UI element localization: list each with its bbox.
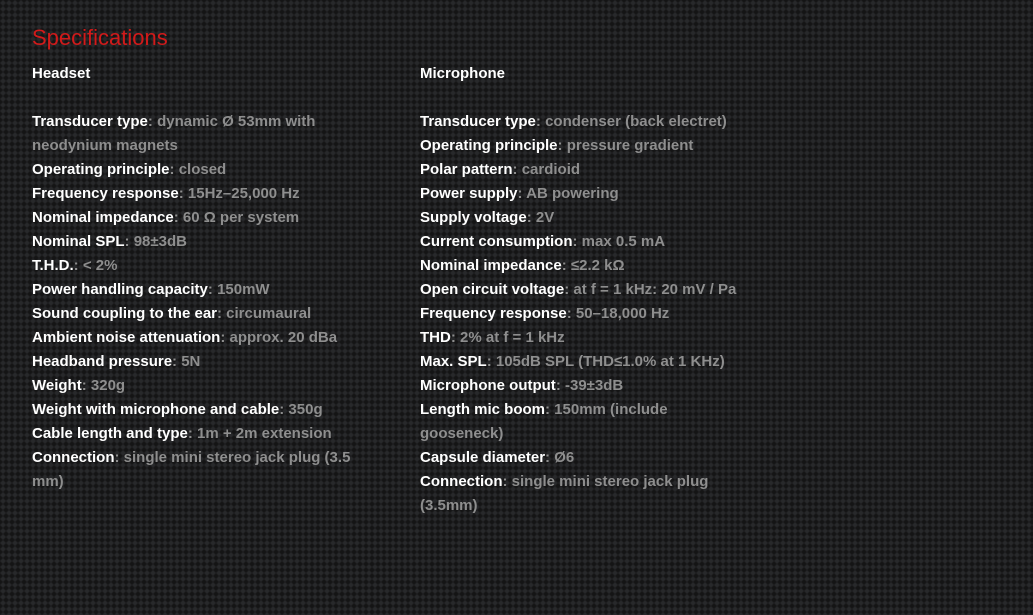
spec-value: closed	[178, 161, 227, 178]
spec-item: Nominal SPL: 98±3dB	[32, 233, 187, 250]
spec-value: 350g	[288, 401, 323, 418]
spec-label: Nominal impedance	[420, 257, 562, 274]
spec-value: AB powering	[526, 185, 619, 202]
microphone-specs-column	[420, 62, 755, 518]
spec-label: Current consumption	[420, 233, 573, 250]
spec-value: 150mm (include gooseneck)	[420, 401, 668, 442]
spec-value: pressure gradient	[566, 137, 694, 154]
spec-item: Supply voltage: 2V	[420, 209, 555, 226]
spec-item: Transducer type: dynamic Ø 53mm with neodynium magnets	[32, 113, 316, 154]
headset-specs-column	[32, 62, 367, 494]
spec-item: Power handling capacity: 150mW	[32, 281, 270, 298]
spec-label: Weight with microphone and cable	[32, 401, 280, 418]
spec-label: Nominal impedance	[32, 209, 174, 226]
spec-value: 105dB SPL (THD≤1.0% at 1 KHz)	[495, 353, 725, 370]
spec-label: T.H.D.	[32, 257, 74, 274]
spec-value: 1m + 2m extension	[197, 425, 332, 442]
spec-item: THD: 2% at f = 1 kHz	[420, 329, 565, 346]
spec-value: single mini stereo jack plug (3.5mm)	[420, 473, 709, 514]
spec-label: Power supply	[420, 185, 518, 202]
spec-item: Capsule diameter: Ø6	[420, 449, 575, 466]
spec-label: Max. SPL	[420, 353, 487, 370]
spec-item: Connection: single mini stereo jack plug (3.5mm)	[420, 473, 709, 514]
spec-label: Connection	[32, 449, 115, 466]
spec-value: at f = 1 kHz: 20 mV / Pa	[573, 281, 737, 298]
spacer	[420, 86, 755, 110]
spec-item: Transducer type: condenser (back electret)	[420, 113, 727, 130]
page-title: Specifications	[32, 25, 168, 50]
spec-label: Connection	[420, 473, 503, 490]
spec-label: Operating principle	[32, 161, 170, 178]
spec-value: 98±3dB	[133, 233, 187, 250]
spec-label: Length mic boom	[420, 401, 545, 418]
spec-value: Ø6	[554, 449, 575, 466]
spec-value: 320g	[90, 377, 126, 394]
spec-label: Microphone output	[420, 377, 556, 394]
spec-label: Cable length and type	[32, 425, 188, 442]
spec-value: single mini stereo jack plug (3.5 mm)	[32, 449, 351, 490]
spec-item: Nominal impedance: ≤2.2 kΩ	[420, 257, 625, 274]
spec-label: Supply voltage	[420, 209, 527, 226]
spec-value: 2V	[535, 209, 555, 226]
headset-heading: Headset	[32, 65, 91, 82]
spec-label: Transducer type	[420, 113, 536, 130]
spec-value: 50–18,000 Hz	[575, 305, 670, 322]
spec-label: Transducer type	[32, 113, 148, 130]
spec-item: Open circuit voltage: at f = 1 kHz: 20 mV / Pa	[420, 281, 737, 298]
spec-value: circumaural	[226, 305, 312, 322]
spec-value: cardioid	[521, 161, 581, 178]
spec-item: Length mic boom: 150mm (include gooseneck)	[420, 401, 668, 442]
spec-item: Nominal impedance: 60 Ω per system	[32, 209, 300, 226]
spec-value: 2% at f = 1 kHz	[460, 329, 565, 346]
spec-item: Frequency response: 50–18,000 Hz	[420, 305, 670, 322]
spec-item: Operating principle: pressure gradient	[420, 137, 694, 154]
spec-label: Nominal SPL	[32, 233, 125, 250]
spec-label: Ambient noise attenuation	[32, 329, 221, 346]
spec-label: THD	[420, 329, 451, 346]
spec-value: 150mW	[217, 281, 270, 298]
spec-value: approx. 20 dBa	[229, 329, 338, 346]
spec-item: Microphone output: -39±3dB	[420, 377, 624, 394]
spec-item: Polar pattern: cardioid	[420, 161, 581, 178]
spec-item: Connection: single mini stereo jack plug (3.5 mm)	[32, 449, 351, 490]
spec-value: 15Hz–25,000 Hz	[187, 185, 300, 202]
spec-item: Headband pressure: 5N	[32, 353, 201, 370]
spec-value: max 0.5 mA	[581, 233, 666, 250]
spec-item: Power supply: AB powering	[420, 185, 619, 202]
spec-value: -39±3dB	[564, 377, 624, 394]
spec-item: T.H.D.: < 2%	[32, 257, 118, 274]
microphone-heading: Microphone	[420, 65, 505, 82]
spec-item: Operating principle: closed	[32, 161, 227, 178]
spec-item: Weight: 320g	[32, 377, 126, 394]
spec-item: Cable length and type: 1m + 2m extension	[32, 425, 332, 442]
spec-label: Weight	[32, 377, 82, 394]
spec-value: 60 Ω per system	[182, 209, 300, 226]
spec-label: Capsule diameter	[420, 449, 546, 466]
spec-item: Ambient noise attenuation: approx. 20 dBa	[32, 329, 338, 346]
spec-value: ≤2.2 kΩ	[570, 257, 625, 274]
spec-label: Operating principle	[420, 137, 558, 154]
spec-value: < 2%	[82, 257, 118, 274]
spec-label: Sound coupling to the ear	[32, 305, 217, 322]
spec-label: Frequency response	[420, 305, 567, 322]
spec-value: condenser (back electret)	[545, 113, 727, 130]
spec-value: dynamic Ø 53mm with neodynium magnets	[32, 113, 316, 154]
spec-item: Sound coupling to the ear: circumaural	[32, 305, 312, 322]
spec-value: 5N	[181, 353, 201, 370]
spec-label: Polar pattern	[420, 161, 513, 178]
spec-label: Power handling capacity	[32, 281, 208, 298]
spacer	[32, 86, 367, 110]
spec-label: Open circuit voltage	[420, 281, 565, 298]
spec-item: Weight with microphone and cable: 350g	[32, 401, 323, 418]
spec-item: Current consumption: max 0.5 mA	[420, 233, 666, 250]
spec-label: Frequency response	[32, 185, 179, 202]
spec-item: Frequency response: 15Hz–25,000 Hz	[32, 185, 300, 202]
spec-item: Max. SPL: 105dB SPL (THD≤1.0% at 1 KHz)	[420, 353, 725, 370]
spec-label: Headband pressure	[32, 353, 173, 370]
